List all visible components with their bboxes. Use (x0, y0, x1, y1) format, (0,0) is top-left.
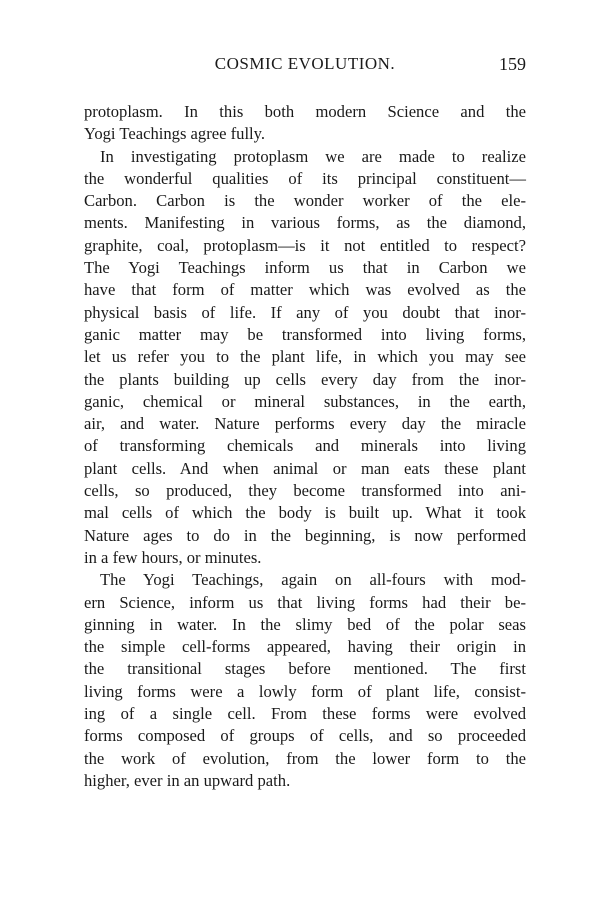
text-line: of transforming chemicals and minerals into living (84, 436, 526, 456)
text-line: cells, so produced, they become transformed into ani- (84, 481, 526, 501)
text-line: The Yogi Teachings inform us that in Carbon we (84, 258, 526, 278)
text-line: physical basis of life. If any of you doubt that inor- (84, 302, 526, 322)
text-line: the transitional stages before mentioned. The first (84, 659, 526, 679)
text-line: let us refer you to the plant life, in which you may see (84, 347, 526, 367)
running-title: COSMIC EVOLUTION. (214, 54, 396, 73)
text-line: Carbon. Carbon is the wonder worker of the ele- (84, 191, 526, 211)
text-line: In investigating protoplasm we are made to realize (100, 146, 526, 166)
text-line: ern Science, inform us that living forms had their be- (84, 592, 526, 612)
text-line: higher, ever in an upward path. (84, 770, 291, 790)
running-header (84, 50, 526, 76)
text-line: have that form of matter which was evolved as the (84, 280, 526, 300)
text-line: graphite, coal, protoplasm—is it not entitled to respect? (84, 235, 526, 255)
text-line: protoplasm. In this both modern Science and the (84, 102, 526, 121)
text-line: air, and water. Nature performs every day the miracle (84, 414, 526, 434)
text-line: plant cells. And when animal or man eats these plant (84, 458, 526, 478)
text-line: the plants building up cells every day from the inor- (84, 369, 526, 389)
text-line: mal cells of which the body is built up. What it took (84, 503, 526, 523)
text-line: in a few hours, or minutes. (84, 547, 262, 567)
text-line: The Yogi Teachings, again on all-fours with mod- (100, 570, 526, 590)
text-line: the simple cell-forms appeared, having their origin in (84, 637, 526, 657)
text-line: ganic, chemical or mineral substances, in the earth, (84, 391, 526, 411)
text-line: ginning in water. In the slimy bed of the polar seas (84, 614, 526, 634)
text-line: ganic matter may be transformed into living forms, (84, 324, 526, 344)
text-line: the work of evolution, from the lower form to the (84, 748, 526, 768)
text-line: living forms were a lowly form of plant life, consist- (84, 681, 526, 701)
page-number: 159 (499, 54, 526, 74)
page-body-text (84, 101, 526, 792)
text-line: Nature ages to do in the beginning, is now performed (84, 525, 526, 545)
text-line: ments. Manifesting in various forms, as the diamond, (84, 213, 526, 233)
text-line: forms composed of groups of cells, and so proceeded (84, 726, 526, 746)
text-line: ing of a single cell. From these forms were evolved (84, 704, 526, 724)
text-line: Yogi Teachings agree fully. (84, 124, 266, 144)
text-line: the wonderful qualities of its principal constituent— (84, 168, 526, 188)
